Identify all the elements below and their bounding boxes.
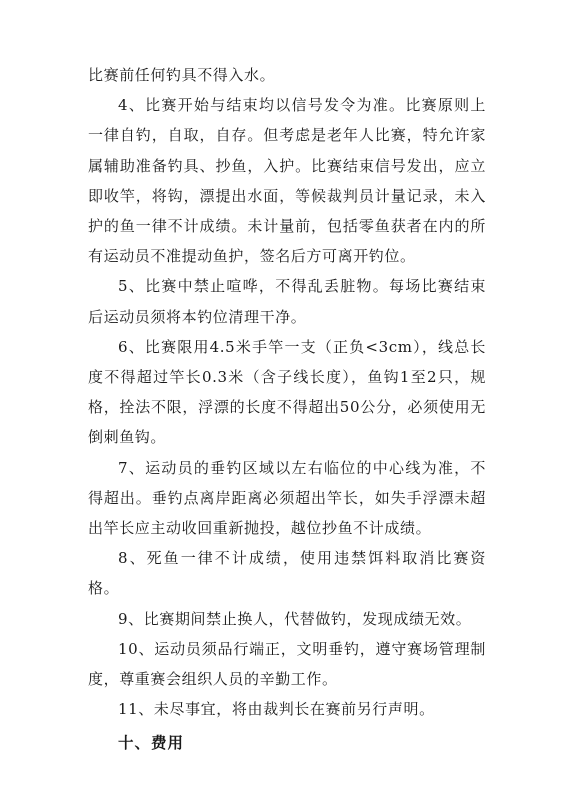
- paragraph-rule-7: 7、运动员的垂钓区域以左右临位的中心线为准，不得超出。垂钓点离岸距离必须超出竿长，如失手浮漂未超出竿长应主动收回重新抛投，越位抄鱼不计成绩。: [88, 458, 486, 538]
- paragraph-rule-11: 11、未尽事宜，将由裁判长在赛前另行声明。: [118, 700, 435, 719]
- document-page: [88, 60, 486, 758]
- paragraph-rule-6: 6、比赛限用4.5米手竿一支（正负<3cm），线总长度不得超过竿长0.3米（含子线长度），鱼钩1至2只，规格，拴法不限，浮漂的长度不得超出50公分，必须使用无倒刺鱼钩。: [88, 337, 486, 447]
- paragraph-rule-10: 10、运动员须品行端正，文明垂钓，遵守赛场管理制度，尊重赛会组织人员的辛勤工作。: [88, 639, 486, 689]
- section-heading: 十、费用: [118, 734, 185, 753]
- paragraph-rule-8: 8、死鱼一律不计成绩，使用违禁饵料取消比赛资格。: [88, 549, 486, 598]
- paragraph-continuation: 比赛前任何钓具不得入水。: [88, 66, 276, 84]
- paragraph-rule-5: 5、比赛中禁止喧哗，不得乱丢脏物。每场比赛结束后运动员须将本钓位清理干净。: [88, 277, 486, 326]
- paragraph-rule-4: 4、比赛开始与结束均以信号发令为准。比赛原则上一律自钓，自取，自存。但考虑是老年人比赛，特允许家属辅助准备钓具、抄鱼，入护。比赛结束信号发出，应立即收竿，将钩，漂提出水面，等候裁判员计量记录，未入护的鱼一律不计成绩。未计量前，包括零鱼获者在内的所有运动员不准提动鱼护，签名后方可离开钓位。: [88, 96, 486, 266]
- paragraph-rule-9: 9、比赛期间禁止换人，代替做钓，发现成绩无效。: [118, 609, 472, 628]
